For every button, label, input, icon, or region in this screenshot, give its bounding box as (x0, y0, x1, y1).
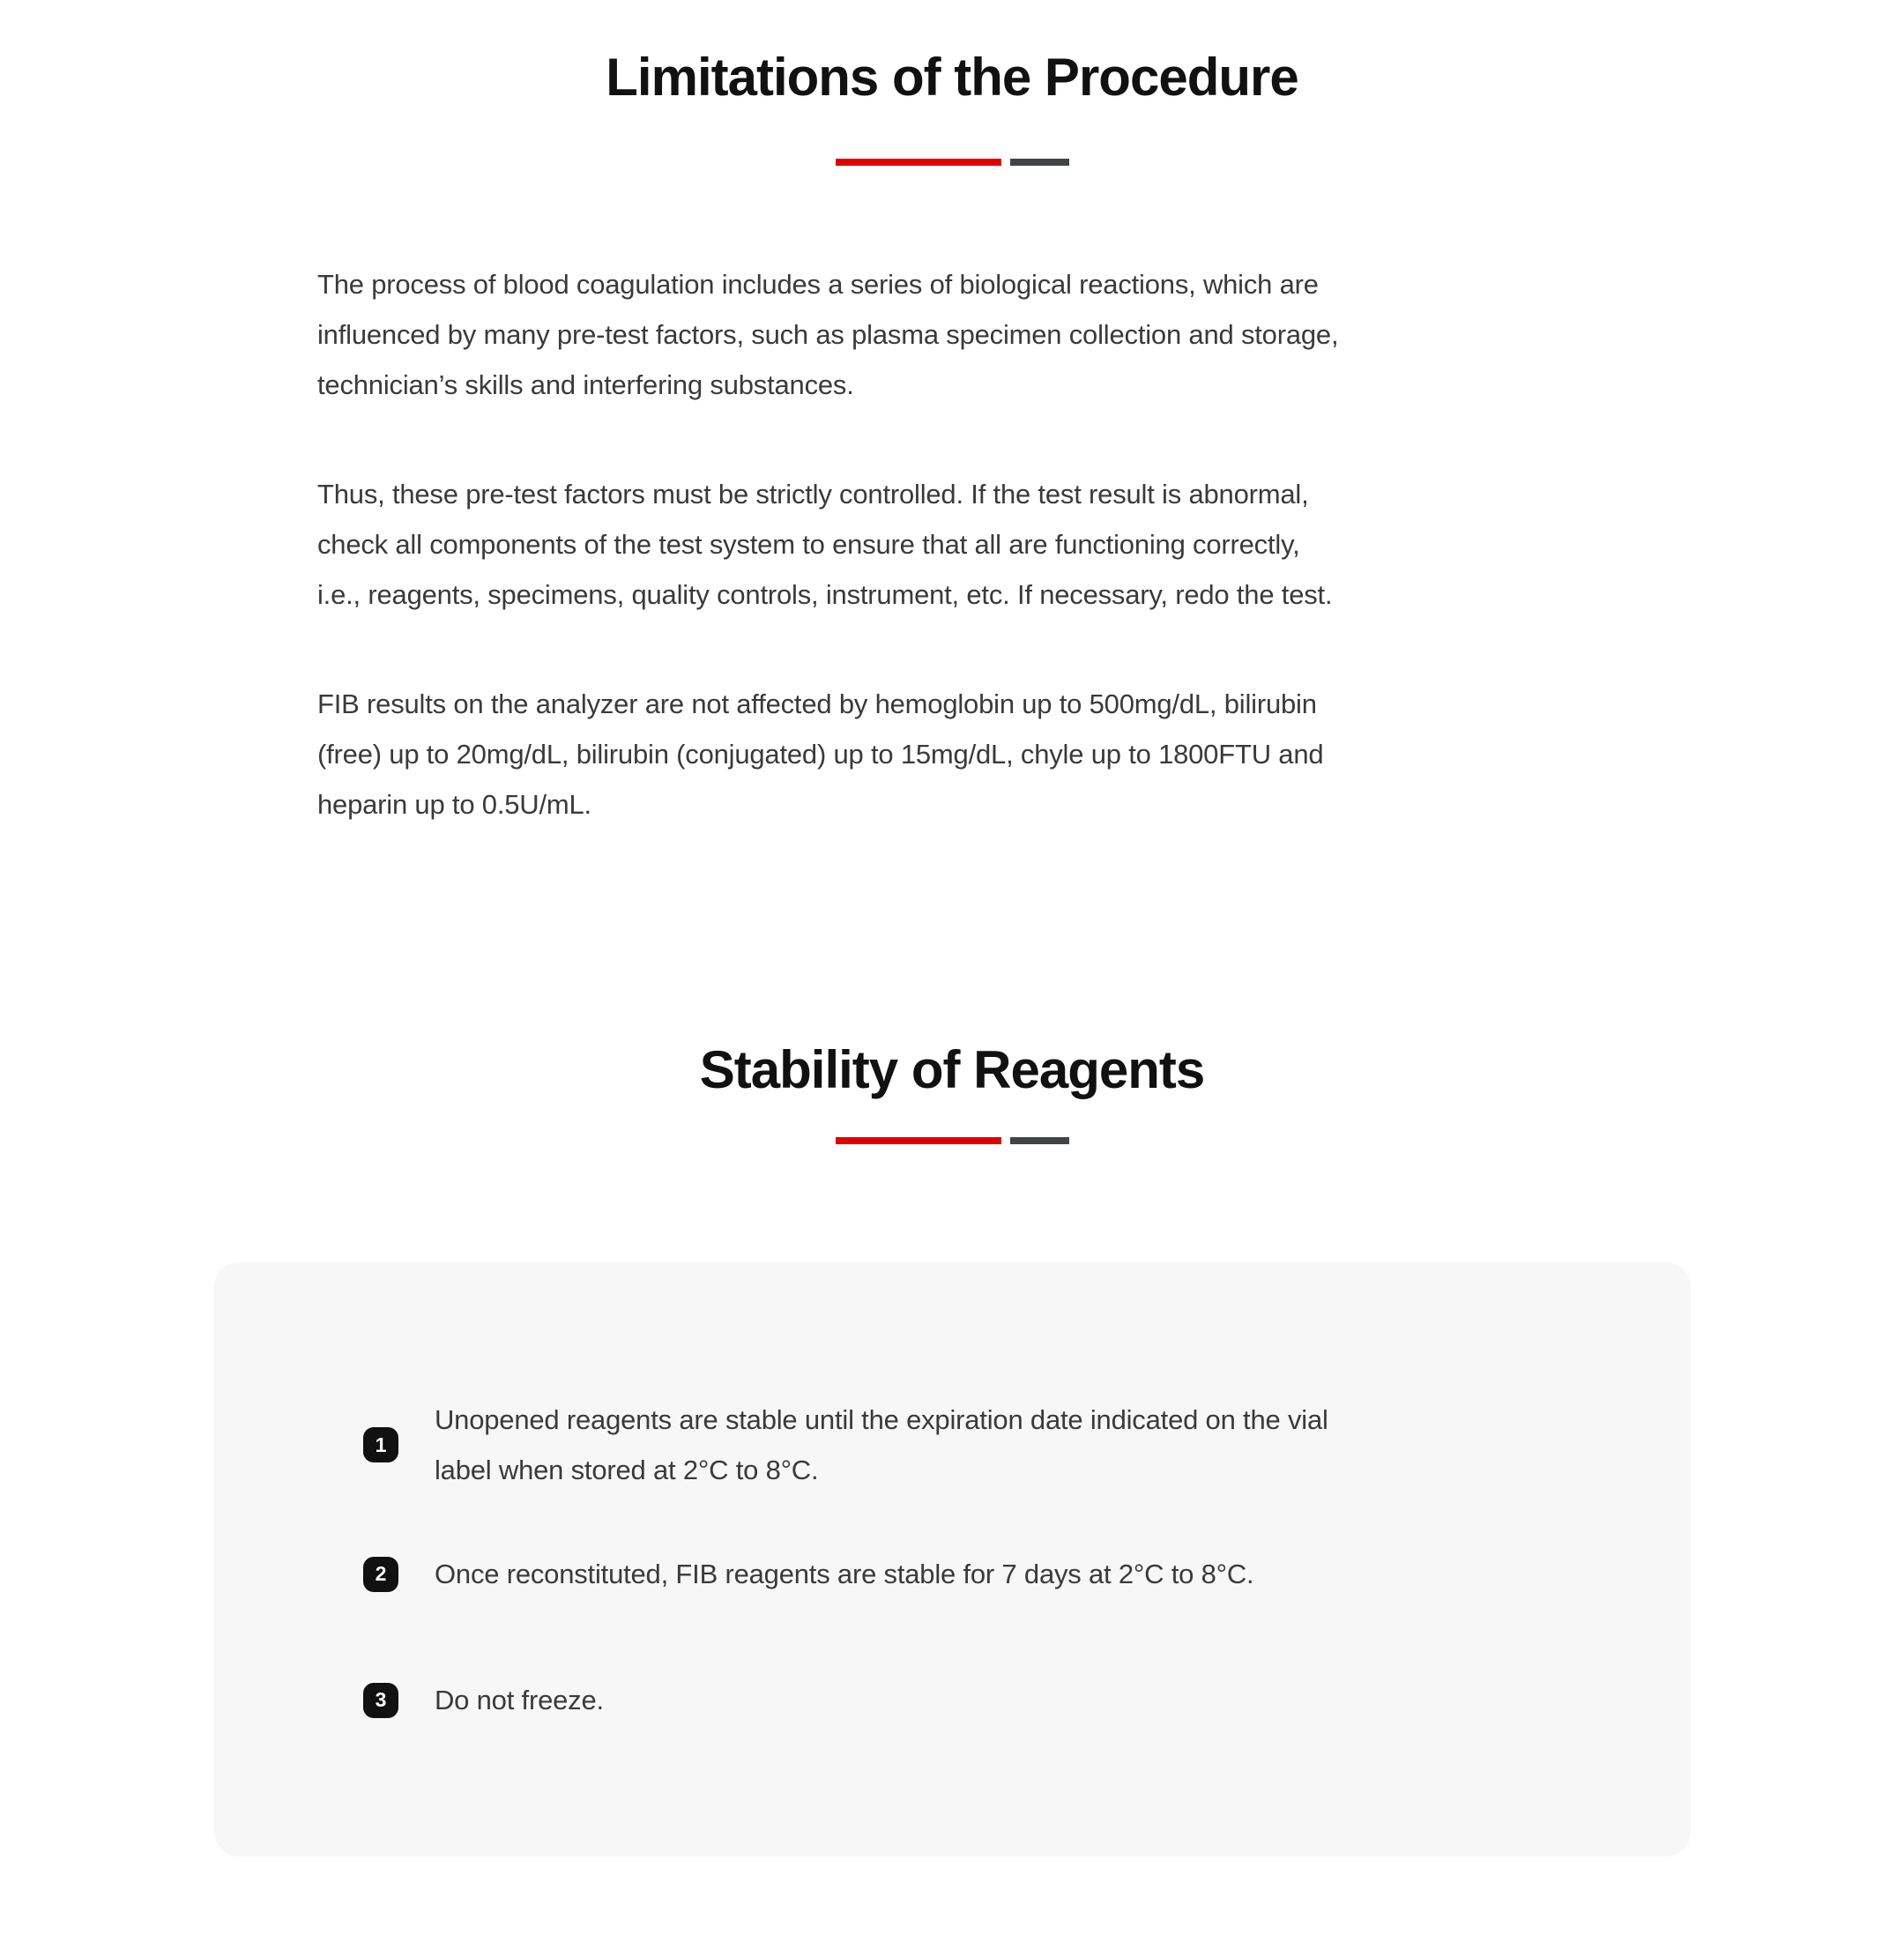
paragraph (317, 259, 1604, 410)
paragraph-line: heparin up to 0.5U/mL. (317, 789, 591, 820)
section-divider-limitations (0, 159, 1904, 166)
list-number-badge-1: 1 (363, 1427, 398, 1462)
list-item-text (435, 1549, 1253, 1599)
paragraph-line: influenced by many pre-test factors, such as plasma specimen collection and storage, (317, 319, 1339, 350)
list-item-line: label when stored at 2°C to 8°C. (435, 1455, 819, 1485)
list-item-text (435, 1675, 604, 1725)
divider-dark-bar (1010, 1137, 1069, 1144)
divider-dark-bar (1010, 159, 1069, 166)
list-item-line: Once reconstituted, FIB reagents are stable for 7 days at 2°C to 8°C. (435, 1559, 1254, 1589)
list-item-line: Unopened reagents are stable until the expiration date indicated on the vial (435, 1404, 1328, 1435)
paragraph-line: technician’s skills and interfering substances. (317, 369, 854, 400)
list-item (363, 1549, 1253, 1599)
paragraph-line: The process of blood coagulation includes a series of biological reactions, which are (317, 269, 1319, 300)
list-number-badge-2: 2 (363, 1557, 398, 1592)
list-item-line: Do not freeze. (435, 1685, 604, 1715)
paragraph-line: Thus, these pre-test factors must be strictly controlled. If the test result is abnormal, (317, 479, 1309, 510)
section-title-limitations: Limitations of the Procedure (606, 48, 1298, 107)
paragraph-line: FIB results on the analyzer are not affected by hemoglobin up to 500mg/dL, bilirubin (317, 688, 1317, 719)
list-number-badge-3: 3 (363, 1683, 398, 1718)
stability-card (214, 1262, 1691, 1857)
list-item (363, 1395, 1328, 1495)
section-divider-stability (0, 1137, 1904, 1144)
paragraph-line: (free) up to 20mg/dL, bilirubin (conjugated) up to 15mg/dL, chyle up to 1800FTU and (317, 739, 1324, 770)
paragraph-line: check all components of the test system to ensure that all are functioning correctly, (317, 529, 1300, 560)
divider-red-bar (836, 1137, 1001, 1144)
paragraph (317, 679, 1604, 830)
paragraph-line: i.e., reagents, specimens, quality controls, instrument, etc. If necessary, redo the test. (317, 579, 1333, 610)
divider-red-bar (836, 159, 1001, 166)
list-item-text (435, 1395, 1328, 1495)
list-item (363, 1675, 604, 1725)
limitations-body-text (317, 259, 1604, 830)
section-title-stability: Stability of Reagents (699, 1040, 1205, 1099)
paragraph (317, 469, 1604, 620)
